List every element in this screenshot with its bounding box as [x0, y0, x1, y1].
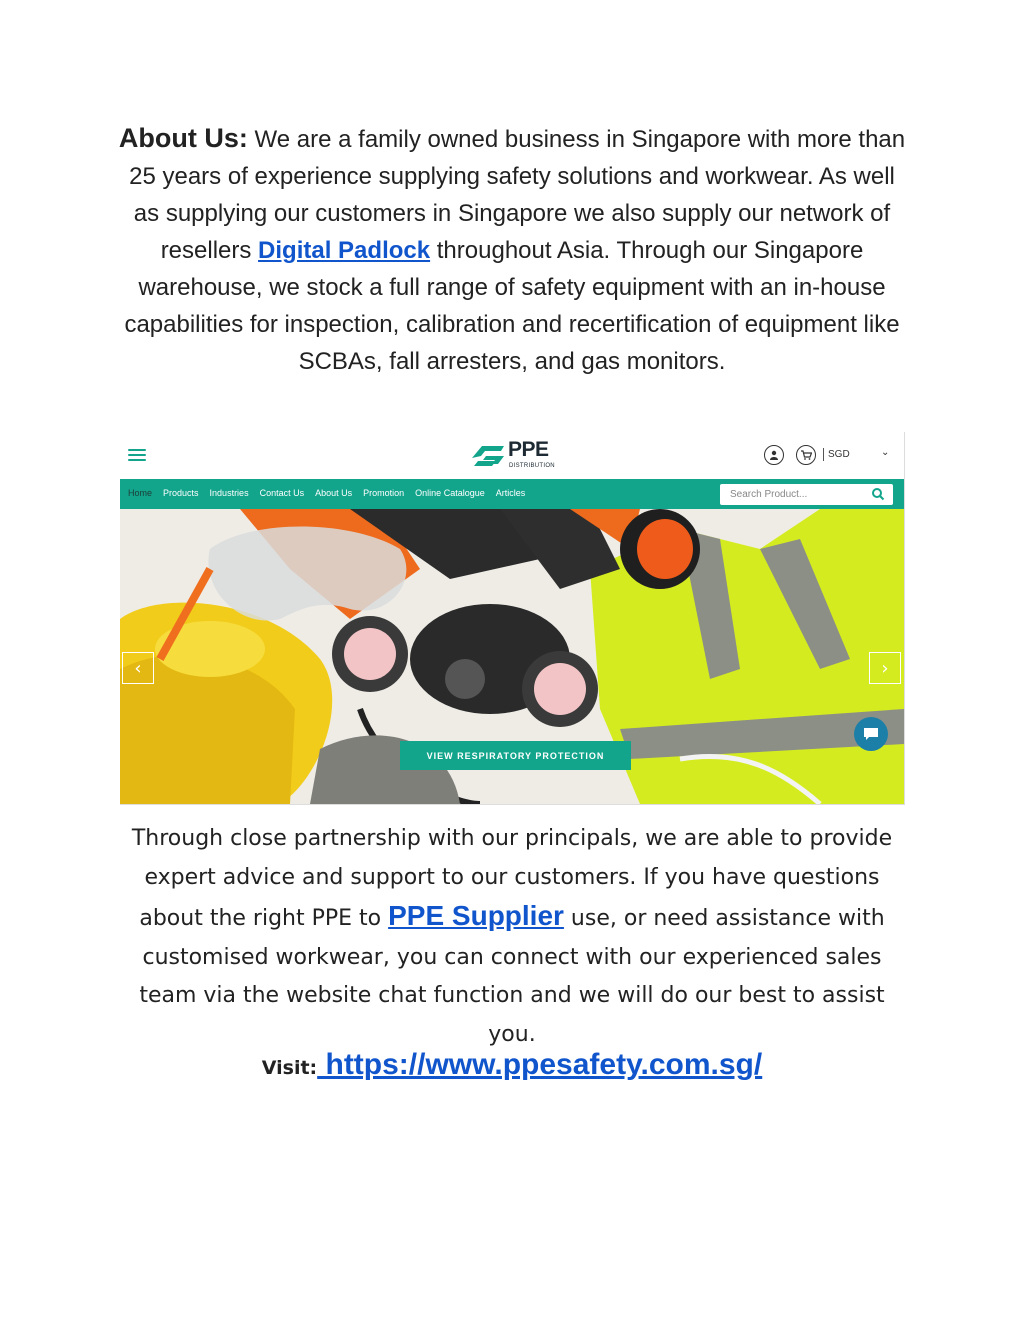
about-text-1: We are a family owned business in Singapore with more than 25 years of experience supplying safety solutions and workwear. As well as supplying our customers in Singapore we also supply our network of resellers — [129, 126, 906, 264]
search-icon[interactable] — [871, 487, 885, 501]
website-url-link[interactable]: https://www.ppesafety.com.sg/ — [317, 1048, 763, 1081]
view-respiratory-protection-button[interactable]: VIEW RESPIRATORY PROTECTION — [400, 741, 631, 770]
nav-industries[interactable]: Industries — [209, 488, 249, 498]
site-header — [120, 432, 904, 479]
currency-divider — [823, 448, 824, 461]
visit-label: Visit: — [261, 1057, 318, 1079]
search-placeholder: Search Product... — [730, 489, 808, 500]
nav-promotion[interactable]: Promotion — [363, 488, 405, 498]
about-us-heading: About Us: — [118, 123, 248, 153]
next-slide-button[interactable]: › — [869, 652, 901, 684]
account-icon[interactable] — [764, 445, 784, 465]
nav-articles[interactable]: Articles — [495, 488, 526, 498]
nav-contact-us[interactable]: Contact Us — [259, 488, 305, 498]
ppe-supplier-link[interactable]: PPE Supplier — [388, 900, 564, 931]
prev-slide-button[interactable]: ‹ — [122, 652, 154, 684]
nav-about-us[interactable]: About Us — [315, 488, 353, 498]
cart-icon[interactable] — [796, 445, 816, 465]
partnership-paragraph — [118, 820, 906, 1054]
hero-banner — [120, 509, 904, 804]
about-us-paragraph — [118, 120, 906, 380]
partnership-text-1: Through close partnership with our principals, we are able to provide expert advice and support to our customers. If you have questions about the right PPE to — [131, 826, 893, 931]
search-input[interactable] — [720, 484, 893, 505]
nav-online-catalogue[interactable]: Online Catalogue — [415, 488, 485, 498]
logo-name: PPE — [508, 438, 549, 461]
logo-subtitle: DISTRIBUTION — [509, 463, 555, 469]
nav-products[interactable]: Products — [163, 488, 199, 498]
hamburger-menu-icon[interactable] — [128, 449, 146, 461]
chevron-down-icon[interactable]: ⌄ — [881, 447, 890, 458]
website-screenshot — [120, 432, 905, 805]
nav-home[interactable]: Home — [128, 488, 153, 498]
digital-padlock-link[interactable]: Digital Padlock — [258, 237, 431, 264]
visit-line — [0, 1048, 1024, 1082]
about-text-2: throughout Asia. Through our Singapore warehouse, we stock a full range of safety equipment with an in-house capabilities for inspection, calibration and recertification of equipment like SCBAs, fall arresters, and gas monitors. — [124, 237, 900, 375]
chat-icon[interactable] — [854, 717, 888, 751]
currency-selector[interactable]: SGD — [828, 449, 850, 460]
partnership-text-2: use, or need assistance with customised workwear, you can connect with our experienced sales team via the website chat function and we will do our best to assist you. — [139, 906, 885, 1047]
